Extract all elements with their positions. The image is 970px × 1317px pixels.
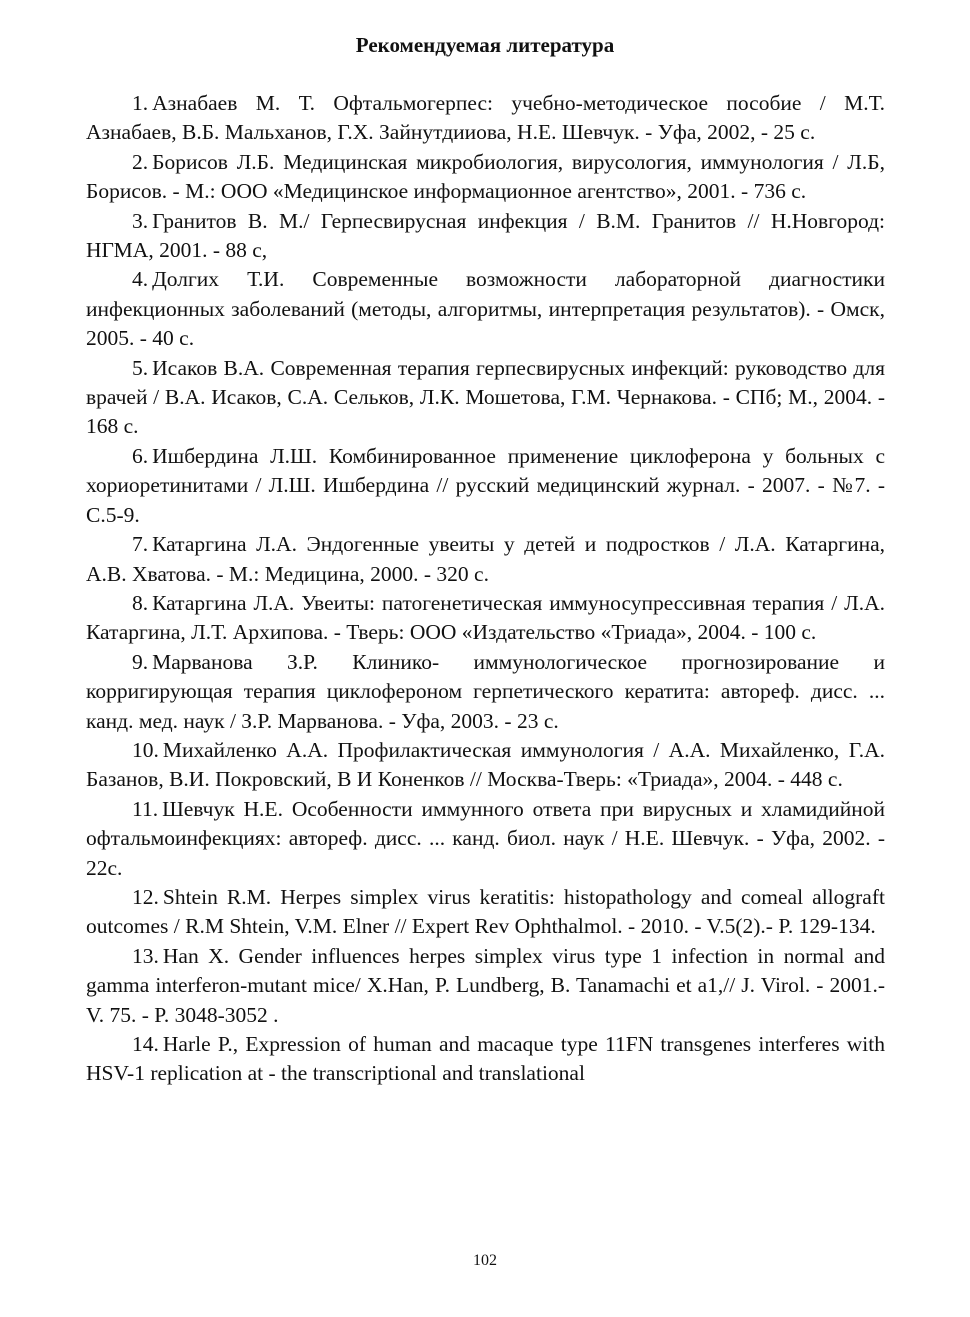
reference-item [86,648,885,736]
reference-number: 1. [132,91,149,115]
reference-text: Катаргина Л.А. Увеиты: патогенетическая иммуносупрессивная терапия / Л.А. Катаргина, Л.Т. Архипова. - Тверь: ООО «Издательство «Триада», 2004. - 100 с. [86,590,885,645]
reference-text: Михайленко А.А. Профилактическая иммунология / А.А. Михайленко, Г.А. Базанов, В.И. Покровский, В И Коненков // Москва-Тверь: «Триада», 2004. - 448 с. [86,737,885,792]
reference-item [86,354,885,442]
reference-item [86,589,885,648]
reference-item [86,530,885,589]
reference-item [86,89,885,148]
reference-number: 11. [132,796,159,821]
reference-text: Шевчук Н.Е. Особенности иммунного ответа при вирусных и хламидийной офтальмоинфекциях: автореф. дисс. ... канд. биол. наук / Н.Е. Шевчук. - Уфа, 2002. - 22с. [86,796,885,880]
reference-item [86,1030,885,1089]
reference-text: Han X. Gender influences herpes simplex virus type 1 infection in normal and gamma interferon-mutant mice/ X.Han, P. Lundberg, B. Tanamachi et a1,// J. Virol. - 2001.- V. 75. - P. 3048-3052 . [86,943,885,1027]
reference-text: Ишбердина Л.Ш. Комбинированное применение циклоферона у больных с хориоретинитами / Л.Ш. Ишбердина // русский медицинский журнал. - 2007. - №7. - С.5-9. [86,443,885,527]
reference-item [86,148,885,207]
reference-number: 9. [132,649,149,674]
reference-number: 13. [132,943,159,968]
reference-item [86,442,885,530]
reference-item [86,265,885,353]
reference-item [86,736,885,795]
page-number: 102 [473,1252,497,1269]
reference-number: 8. [132,590,149,615]
reference-number: 10. [132,737,159,762]
reference-list [86,89,885,1089]
reference-text: Гранитов В. М./ Герпесвирусная инфекция / В.М. Гранитов // Н.Новгород: НГМА, 2001. - 88 с, [86,208,885,263]
reference-number: 6. [132,443,149,468]
reference-item [86,942,885,1030]
reference-number: 5. [132,355,149,380]
reference-number: 7. [132,532,149,557]
reference-number: 3. [132,208,149,233]
reference-number: 2. [132,149,149,174]
reference-number: 14. [132,1032,159,1056]
reference-number: 12. [132,884,159,909]
reference-text: Shtein R.M. Herpes simplex virus keratitis: histopathology and comeal allograft outcomes / R.M Shtein, V.M. Elner // Expert Rev Ophthalmol. - 2010. - V.5(2).- P. 129-134. [86,884,885,939]
reference-text: Исаков В.А. Современная терапия герпесвирусных инфекций: руководство для врачей / В.А. Исаков, С.А. Сельков, Л.К. Мошетова, Г.М. Чернакова. - СПб; М., 2004. - 168 с. [86,355,885,439]
reference-text: Борисов Л.Б. Медицинская микробиология, вирусология, иммунология / Л.Б, Борисов. - М.: ООО «Медицинское информационное агентство», 2001. - 736 с. [86,149,885,204]
page-title: Рекомендуемая литература [355,33,615,57]
reference-text: Азнабаев М. Т. Офтальмогерпес: учебно-методическое пособие / М.Т. Азнабаев, В.Б. Мальханов, Г.Х. Зайнутдииова, Н.Е. Шевчук. - Уфа, 2002, - 25 с. [86,91,885,145]
reference-text: Марванова З.Р. Клинико- иммунологическое прогнозирование и корригирующая терапия циклофероном герпетического кератита: автореф. дисс. ... канд. мед. наук / З.Р. Марванова. - Уфа, 2003. - 23 с. [86,649,885,733]
reference-text: Долгих Т.И. Современные возможности лабораторной диагностики инфекционных заболеваний (методы, алгоритмы, интерпретация результатов). - Омск, 2005. - 40 с. [86,267,885,351]
reference-text: Катаргина Л.А. Эндогенные увеиты у детей и подростков / Л.А. Катаргина, А.В. Хватова. - М.: Медицина, 2000. - 320 с. [86,532,885,586]
reference-item [86,207,885,266]
reference-text: Harle P., Expression of human and macaque type 11FN transgenes interferes with HSV-1 replication at - the transcriptional and translational [86,1032,885,1086]
reference-item [86,795,885,883]
reference-number: 4. [132,267,149,292]
reference-item [86,883,885,942]
